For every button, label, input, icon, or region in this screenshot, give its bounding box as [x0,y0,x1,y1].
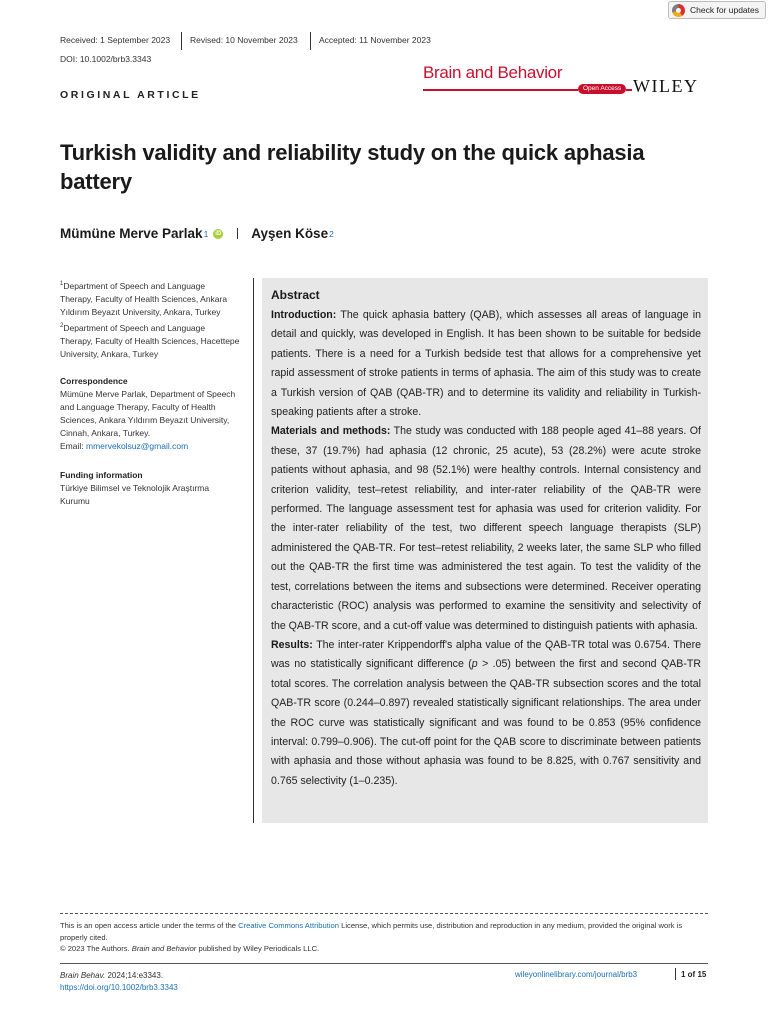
open-access-badge: Open Access [578,84,626,94]
funding-text: Türkiye Bilimsel ve Teknolojik Araştırma Kurumu [60,483,210,506]
received-date: Received: 1 September 2023 [60,35,171,45]
journal-logo[interactable]: Brain and Behavior [423,63,563,82]
abstract-results [271,636,701,791]
page-divider [675,968,676,980]
copyright-post: published by Wiley Periodicals LLC. [196,944,320,953]
funding-heading: Funding information [60,470,143,480]
crossmark-icon [672,4,685,17]
affiliation-text: Department of Speech and Language Therapy, Faculty of Health Sciences, Ankara Yıldırım Beyazıt University, Ankara, Turkey [60,281,228,317]
copyright-pre: © 2023 The Authors. [60,944,132,953]
check-for-updates-label: Check for updates [690,5,759,15]
citation-journal: Brain Behav. [60,971,106,980]
header-divider [310,32,311,50]
affiliation [60,278,240,319]
license-post: License, which permits use, distribution and reproduction in any medium, provided the original work is properly cited. [60,921,683,942]
header-divider [181,32,182,50]
page-number: 1 of 15 [681,970,707,979]
abstract-body [271,306,701,791]
section-label: Introduction: [271,309,337,321]
revised-date: Revised: 10 November 2023 [190,35,298,45]
abstract-methods [271,422,701,635]
correspondence-text: Mümüne Merve Parlak, Department of Speech and Language Therapy, Faculty of Health Sciences, Ankara Yıldırım Beyazıt University, Cinnah, Ankara, Turkey. [60,389,236,438]
email-label: Email: [60,441,84,451]
affiliation-marker[interactable]: 1 [203,228,209,239]
author-divider [237,228,238,239]
affiliation-text: Department of Speech and Language Therapy, Faculty of Health Sciences, Hacettepe University, Ankara, Turkey [60,323,240,359]
orcid-icon[interactable]: iD [215,230,222,237]
author-name[interactable]: Ayşen Köse [251,226,329,241]
article-title: Turkish validity and reliability study on the quick aphasia battery [60,140,645,194]
license-link[interactable]: Creative Commons Attribution [238,921,339,930]
publisher-logo[interactable]: WILEY [633,76,699,96]
abstract-introduction [271,306,701,422]
section-text: The inter-rater Krippendorff's alpha value of the QAB-TR total was 0.6754. There was no statistically significant difference (p > .05) between the first and second QAB-TR total scores. The correlation analysis between the QAB-TR subsection scores and the total QAB-TR score (0.244–0.897) revealed statistically significant relationships. The area under the ROC curve was statistically significant and was found to be 0.853 (95% confidence interval: 0.799–0.906). The cut-off point for the QAB score to discriminate between patients with aphasia and those without aphasia was found to be 8.825, with 0.767 sensitivity and 0.765 selectivity (1–0.235). [271,638,701,787]
section-text: The study was conducted with 188 people aged 41–88 years. Of these, 37 (19.7%) had aphasia (12 chronic, 25 acute), 53 (28.2%) were acute stroke patients without aphasia, and 98 (52.1%) were healthy controls. Internal consistency and criterion validity, test–retest reliability, and inter-rater reliability of the QAB-TR were performed. The language assessment test for aphasia was used for criterion validity. For the inter-rater reliability of the test, two different speech language therapists (SLP) administered the QAB-TR. For test–retest reliability, 2 weeks later, the same SLP who filled out the QAB-TR the first time was administered the test again. To test the validity of the test, correlations between the items and subsections were determined. Receiver operating characteristic (ROC) analysis was performed to examine the sensitivity and selectivity of the QAB-TR score, and a cut-off value was determined to distinguish patients with aphasia. [271,425,701,632]
copyright-journal: Brain and Behavior [131,944,197,953]
license-note [60,920,710,955]
license-text [60,920,710,943]
author-name[interactable]: Mümüne Merve Parlak [60,226,203,241]
accepted-date: Accepted: 11 November 2023 [319,35,431,45]
article-type: ORIGINAL ARTICLE [60,89,201,101]
correspondence-email [60,440,240,453]
license-pre: This is an open access article under the terms of the [60,921,239,930]
affiliation-marker[interactable]: 2 [329,228,334,239]
logo-rule [626,89,632,91]
doi: DOI: 10.1002/brb3.3343 [60,54,152,64]
section-label: Materials and methods: [271,425,391,438]
abstract-heading: Abstract [271,288,320,302]
citation [60,970,178,994]
citation-volume: 2024;14:e3343. [105,971,164,980]
footer-divider [60,963,708,964]
journal-url-link[interactable]: wileyonlinelibrary.com/journal/brb3 [515,970,638,979]
section-text: The quick aphasia battery (QAB), which assesses all areas of language in detail and quickly, was developed in English. It has been shown to be suitable for bedside patients. There is a need for a Turkish bedside test that allows for a comprehensive yet rapid assessment of stroke patients in terms of aphasia. The aim of this study was to create a Turkish version of QAB (QAB-TR) and to determine its validity and reliability in Turkish-speaking patients after a stroke. [271,309,701,419]
author-list [60,226,334,241]
doi-link[interactable]: https://doi.org/10.1002/brb3.3343 [60,983,178,992]
affiliation-number: 2 [60,323,64,329]
affiliation [60,320,240,361]
email-link[interactable]: mmervekolsuz@gmail.com [86,441,189,451]
check-for-updates-button[interactable] [668,1,766,19]
citation-text [60,970,178,982]
logo-rule [423,89,578,91]
footer-divider [60,913,708,914]
section-label: Results: [271,638,313,651]
copyright-text [60,943,710,955]
correspondence-block [60,375,240,453]
funding-block [60,469,240,508]
column-divider [253,278,254,823]
correspondence-heading: Correspondence [60,376,128,386]
affiliation-number: 1 [60,281,64,287]
